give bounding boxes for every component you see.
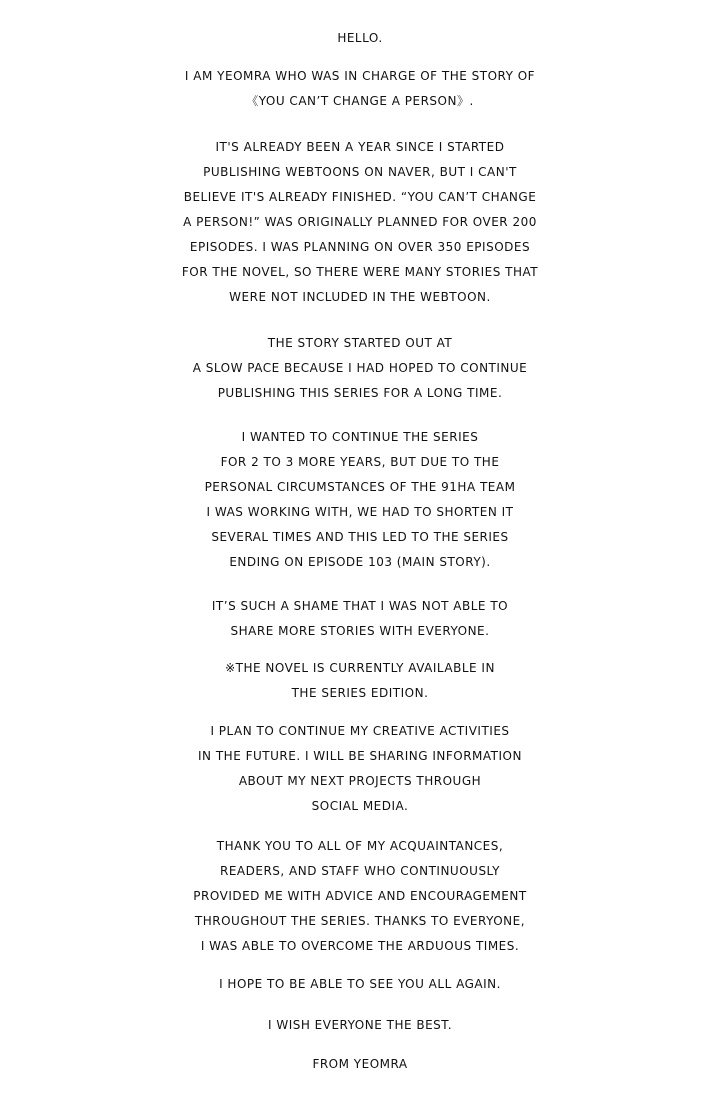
text-line: PROVIDED ME WITH ADVICE AND ENCOURAGEMENT	[193, 889, 527, 903]
text-line: THE STORY STARTED OUT AT	[267, 336, 453, 350]
greeting	[0, 26, 720, 51]
text-line: THE SERIES EDITION.	[291, 686, 429, 700]
intro-paragraph	[0, 64, 720, 114]
text-line: PERSONAL CIRCUMSTANCES OF THE 91HA TEAM	[204, 480, 516, 494]
paragraph-shortened-series	[0, 425, 720, 575]
text-line: THANK YOU TO ALL OF MY ACQUAINTANCES,	[216, 839, 504, 853]
text-line: I AM YEOMRA WHO WAS IN CHARGE OF THE STORY OF	[184, 69, 536, 83]
text-line: ※THE NOVEL IS CURRENTLY AVAILABLE IN	[225, 661, 495, 675]
text-line: ABOUT MY NEXT PROJECTS THROUGH	[238, 774, 482, 788]
greeting-line: HELLO.	[337, 31, 383, 45]
paragraph-thanks	[0, 834, 720, 959]
text-line: IT’S SUCH A SHAME THAT I WAS NOT ABLE TO	[211, 599, 509, 613]
paragraph-future-plans	[0, 719, 720, 819]
paragraph-shame	[0, 594, 720, 644]
text-line: PUBLISHING WEBTOONS ON NAVER, BUT I CAN'T	[203, 165, 517, 179]
paragraph-wish	[0, 1013, 720, 1038]
text-line: SEVERAL TIMES AND THIS LED TO THE SERIES	[211, 530, 509, 544]
text-line: A SLOW PACE BECAUSE I HAD HOPED TO CONTINUE	[192, 361, 528, 375]
text-line: 《YOU CAN’T CHANGE A PERSON》.	[246, 94, 474, 108]
text-line: IT'S ALREADY BEEN A YEAR SINCE I STARTED	[215, 140, 505, 154]
text-line: IN THE FUTURE. I WILL BE SHARING INFORMATION	[198, 749, 522, 763]
text-line: BELIEVE IT'S ALREADY FINISHED. “YOU CAN’T CHANGE	[183, 190, 537, 204]
text-line: FOR 2 TO 3 MORE YEARS, BUT DUE TO THE	[220, 455, 500, 469]
text-line: I PLAN TO CONTINUE MY CREATIVE ACTIVITIES	[210, 724, 510, 738]
text-line: WERE NOT INCLUDED IN THE WEBTOON.	[229, 290, 491, 304]
text-line: I WISH EVERYONE THE BEST.	[267, 1018, 453, 1032]
text-line: FOR THE NOVEL, SO THERE WERE MANY STORIES THAT	[181, 265, 539, 279]
signoff	[0, 1052, 720, 1077]
text-line: SOCIAL MEDIA.	[311, 799, 409, 813]
paragraph-hope	[0, 972, 720, 997]
paragraph-webtoon-history	[0, 135, 720, 310]
text-line: ENDING ON EPISODE 103 (MAIN STORY).	[229, 555, 491, 569]
text-line: I HOPE TO BE ABLE TO SEE YOU ALL AGAIN.	[219, 977, 501, 991]
signoff-line: FROM YEOMRA	[312, 1057, 408, 1071]
text-line: EPISODES. I WAS PLANNING ON OVER 350 EPISODES	[189, 240, 531, 254]
text-line: I WANTED TO CONTINUE THE SERIES	[241, 430, 479, 444]
text-line: THROUGHOUT THE SERIES. THANKS TO EVERYONE,	[194, 914, 526, 928]
text-line: PUBLISHING THIS SERIES FOR A LONG TIME.	[217, 386, 503, 400]
text-line: READERS, AND STAFF WHO CONTINUOUSLY	[220, 864, 500, 878]
paragraph-novel-note	[0, 656, 720, 706]
text-line: A PERSON!” WAS ORIGINALLY PLANNED FOR OVER 200	[183, 215, 537, 229]
paragraph-slow-pace	[0, 331, 720, 406]
text-line: SHARE MORE STORIES WITH EVERYONE.	[230, 624, 490, 638]
text-line: I WAS ABLE TO OVERCOME THE ARDUOUS TIMES.	[200, 939, 520, 953]
text-line: I WAS WORKING WITH, WE HAD TO SHORTEN IT	[206, 505, 514, 519]
